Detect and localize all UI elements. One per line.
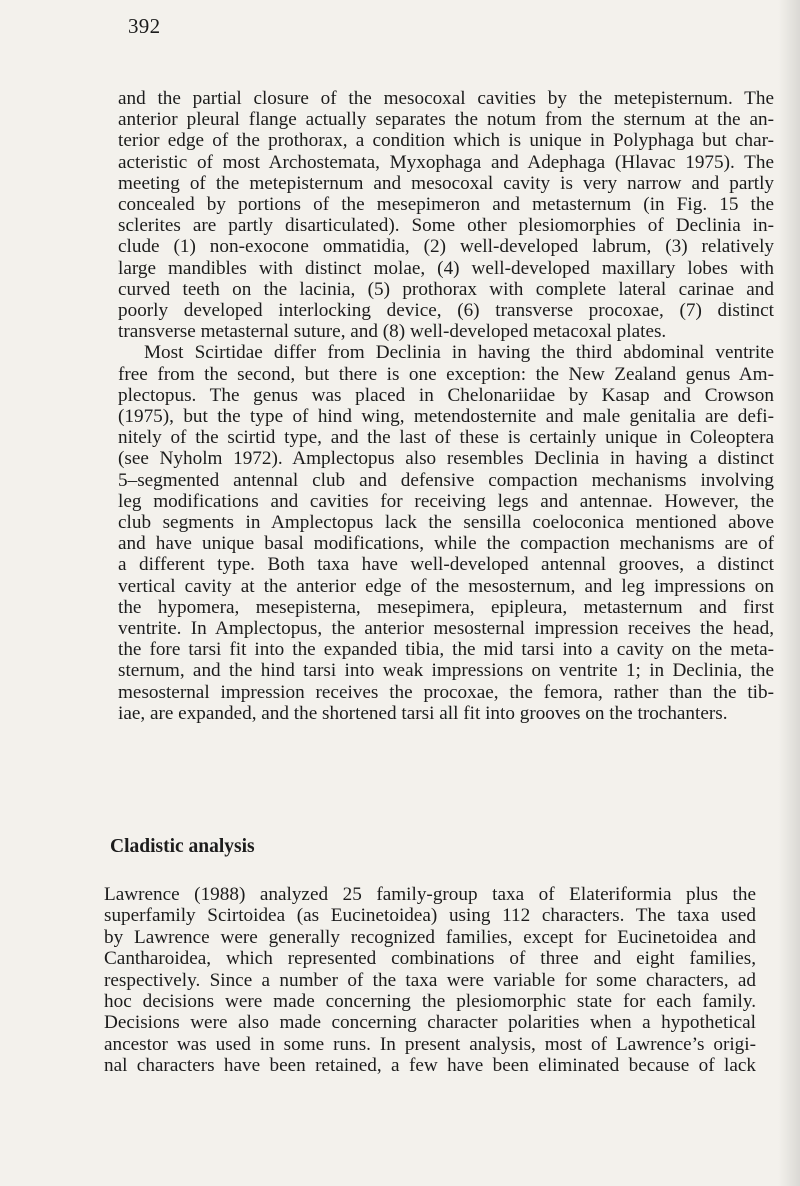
text-line: free from the second, but there is one exception: the New Zealand genus Am- — [118, 363, 774, 385]
text-line: Lawrence (1988) analyzed 25 family-group taxa of Elateriformia plus the — [104, 884, 756, 905]
text-line: (1975), but the type of hind wing, metendosternite and male genitalia are defi- — [118, 406, 774, 428]
page-edge-shadow — [778, 0, 800, 1186]
text-line: the fore tarsi fit into the expanded tibia, the mid tarsi into a cavity on the meta- — [118, 639, 774, 661]
text-line: terior edge of the prothorax, a condition which is unique in Polyphaga but char- — [118, 130, 774, 152]
body-text-upper — [118, 88, 774, 724]
text-line: sternum, and the hind tarsi into weak impressions on ventrite 1; in Declinia, the — [118, 660, 774, 682]
text-line: plectopus. The genus was placed in Chelonariidae by Kasap and Crowson — [118, 384, 774, 406]
text-line: respectively. Since a number of the taxa were variable for some characters, ad — [104, 969, 756, 991]
text-line: Most Scirtidae differ from Declinia in having the third abdominal ventrite — [144, 342, 774, 364]
text-line: poorly developed interlocking device, (6) transverse procoxae, (7) distinct — [118, 300, 774, 322]
text-line: ventrite. In Amplectopus, the anterior mesosternal impression receives the head, — [118, 618, 774, 640]
text-line: nitely of the scirtid type, and the last of these is certainly unique in Coleoptera — [118, 427, 774, 449]
text-line: sclerites are partly disarticulated). Some other plesiomorphies of Declinia in- — [118, 215, 774, 237]
text-line: anterior pleural flange actually separates the notum from the sternum at the an- — [118, 109, 774, 131]
text-line: leg modifications and cavities for receiving legs and antennae. However, the — [118, 490, 774, 512]
paragraph-plesiomorphies — [118, 88, 774, 342]
text-line: iae, are expanded, and the shortened tarsi all fit into grooves on the trochanters. — [118, 702, 728, 724]
text-line: hoc decisions were made concerning the plesiomorphic state for each family. — [104, 991, 756, 1013]
text-line: vertical cavity at the anterior edge of the mesosternum, and leg impressions on — [118, 575, 774, 597]
paragraph-scirtidae — [118, 342, 774, 724]
text-line: the hypomera, mesepisterna, mesepimera, epipleura, metasternum and first — [118, 596, 774, 618]
text-line: Decisions were also made concerning character polarities when a hypothetical — [104, 1012, 756, 1034]
text-line: clude (1) non-exocone ommatidia, (2) well-developed labrum, (3) relatively — [118, 236, 774, 258]
text-line: acteristic of most Archostemata, Myxophaga and Adephaga (Hlavac 1975). The — [118, 151, 774, 173]
text-line: club segments in Amplectopus lack the sensilla coeloconica mentioned above — [118, 512, 774, 534]
text-line: large mandibles with distinct molae, (4) well-developed maxillary lobes with — [118, 257, 774, 279]
text-line: nal characters have been retained, a few have been eliminated because of lack — [104, 1055, 756, 1077]
text-line: transverse metasternal suture, and (8) well-developed metacoxal plates. — [118, 321, 667, 343]
text-line: 5–segmented antennal club and defensive compaction mechanisms involving — [118, 469, 774, 491]
text-line: (see Nyholm 1972). Amplectopus also resembles Declinia in having a distinct — [118, 448, 774, 470]
text-line: concealed by portions of the mesepimeron and metasternum (in Fig. 15 the — [118, 194, 774, 216]
text-line: curved teeth on the lacinia, (5) prothorax with complete lateral carinae and — [118, 278, 774, 300]
page-number: 392 — [128, 14, 161, 38]
text-line: by Lawrence were generally recognized families, except for Eucinetoidea and — [104, 926, 756, 948]
text-line: mesosternal impression receives the procoxae, the femora, rather than the tib- — [118, 681, 774, 703]
text-line: and have unique basal modifications, while the compaction mechanisms are of — [118, 533, 774, 555]
text-line: and the partial closure of the mesocoxal cavities by the metepisternum. The — [118, 88, 774, 109]
text-line: a different type. Both taxa have well-developed antennal grooves, a distinct — [118, 554, 774, 576]
text-line: ancestor was used in some runs. In present analysis, most of Lawrence’s origi- — [104, 1033, 756, 1055]
text-line: meeting of the metepisternum and mesocoxal cavity is very narrow and partly — [118, 172, 774, 194]
section-heading: Cladistic analysis — [110, 836, 255, 857]
text-line: Cantharoidea, which represented combinations of three and eight families, — [104, 948, 756, 970]
paragraph-cladistic-analysis — [104, 884, 756, 1077]
text-line: superfamily Scirtoidea (as Eucinetoidea) using 112 characters. The taxa used — [104, 905, 756, 927]
